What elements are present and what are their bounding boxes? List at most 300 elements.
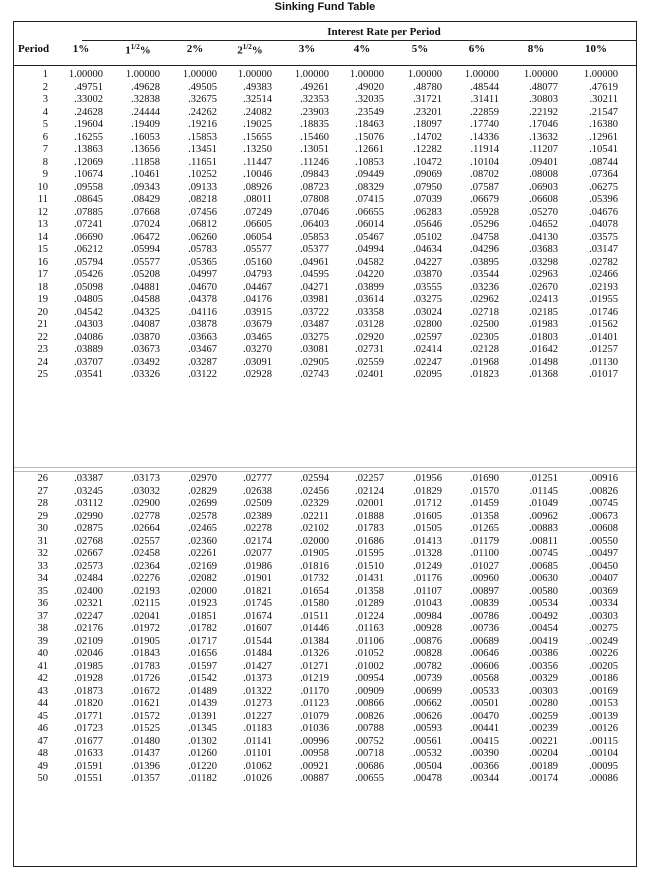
value-cell: .02905 [300,356,329,368]
table-row [14,586,636,599]
header-rate: 8% [527,43,545,55]
value-cell: .01271 [300,660,329,672]
value-cell: .02176 [74,623,103,634]
value-cell: .03487 [300,319,329,330]
value-cell: .02920 [355,331,384,343]
period-cell: 4 [42,106,48,118]
period-cell: 17 [37,269,48,280]
value-cell: .02276 [131,573,160,584]
value-cell: .01123 [300,698,329,709]
value-cell: .15460 [300,131,329,143]
value-cell: .13051 [300,144,329,155]
period-cell: 23 [37,344,48,355]
period-cell: 42 [37,673,48,684]
value-cell: .02082 [188,573,217,584]
period-cell: 36 [37,598,48,609]
value-cell: .12961 [589,131,618,143]
value-cell: .00419 [529,635,558,647]
value-cell: .01302 [188,735,217,747]
value-cell: .06054 [243,231,272,243]
value-cell: .01480 [131,735,160,747]
value-cell: .04961 [300,256,329,268]
period-cell: 38 [37,623,48,634]
value-cell: .01484 [243,648,272,659]
value-cell: 1.00000 [523,69,558,80]
value-cell: .02664 [131,523,160,534]
table-header [14,22,636,66]
value-cell: .03024 [413,306,442,318]
value-cell: .49383 [243,81,272,93]
value-cell: .07808 [300,194,329,205]
table-row [14,648,636,661]
value-cell: .32514 [243,94,272,105]
value-cell: .00826 [355,710,384,722]
value-cell: .01459 [470,498,499,509]
value-cell: .01732 [300,573,329,584]
value-cell: .01100 [470,548,499,559]
value-cell: .23549 [355,106,384,118]
value-cell: .02768 [74,535,103,547]
value-cell: .00828 [413,648,442,659]
value-cell: 1.00000 [349,69,384,80]
value-cell: .49751 [74,81,103,93]
value-cell: .00407 [589,573,618,584]
value-cell: .09558 [74,181,103,193]
value-cell: .00739 [413,673,442,684]
value-cell: .01413 [413,535,442,547]
value-cell: .05467 [355,231,384,243]
value-cell: .01391 [188,710,217,722]
value-cell: .01437 [131,748,160,759]
value-cell: .18463 [355,119,384,130]
value-cell: .00534 [529,598,558,609]
value-cell: .04078 [589,219,618,230]
period-cell: 35 [37,585,48,597]
value-cell: .11651 [188,156,217,168]
value-cell: .01511 [300,610,329,622]
value-cell: 1.00000 [68,69,103,80]
value-cell: .00504 [413,760,442,772]
value-cell: .07024 [131,219,160,230]
value-cell: .01182 [188,773,217,784]
value-cell: .10853 [355,156,384,168]
value-cell: .05296 [470,219,499,230]
value-cell: .01141 [243,735,272,747]
value-cell: .07885 [74,206,103,218]
value-cell: .01723 [74,723,103,734]
value-cell: .01829 [413,485,442,497]
value-cell: .00580 [529,585,558,597]
value-cell: .02401 [355,369,384,380]
value-cell: .01326 [300,648,329,659]
value-cell: .01002 [355,660,384,672]
table-row [14,257,636,270]
value-cell: .09401 [529,156,558,168]
table-row [14,119,636,132]
value-cell: .00259 [529,710,558,722]
value-cell: .06608 [529,194,558,205]
value-cell: .13451 [188,144,217,155]
header-rate: 5% [411,43,429,55]
value-cell: .01289 [355,598,384,609]
table-row [14,723,636,736]
value-cell: .00126 [589,723,618,734]
value-cell: .00441 [470,723,499,734]
value-cell: .06605 [243,219,272,230]
value-cell: .03358 [355,306,384,318]
header-rate: $2^{1/2}\%$ [237,43,263,57]
value-cell: .03555 [413,281,442,293]
value-cell: .03091 [243,356,272,368]
value-cell: .00239 [529,723,558,734]
table-row [14,523,636,536]
value-cell: .00095 [589,760,618,772]
value-cell: .01712 [413,498,442,509]
value-cell: .02305 [470,331,499,343]
value-cell: .02364 [131,560,160,572]
value-cell: .00226 [589,648,618,659]
value-cell: .02329 [300,498,329,509]
value-cell: .03707 [74,356,103,368]
value-cell: .07415 [355,194,384,205]
value-cell: .19216 [188,119,217,130]
header-rate: 4% [353,43,371,55]
value-cell: .01562 [589,319,618,330]
value-cell: .02247 [74,610,103,622]
value-cell: .06283 [413,206,442,218]
value-cell: .15076 [355,131,384,143]
table-row [14,94,636,107]
period-cell: 18 [37,281,48,293]
value-cell: .24262 [188,106,217,118]
value-cell: .22192 [529,106,558,118]
value-cell: .03915 [243,306,272,318]
value-cell: .03981 [300,294,329,305]
value-cell: .32035 [355,94,384,105]
header-divider [14,65,636,66]
value-cell: .01572 [131,710,160,722]
value-cell: .02109 [74,635,103,647]
value-cell: .01746 [589,306,618,318]
value-cell: .03722 [300,306,329,318]
value-cell: .09133 [188,181,217,193]
value-cell: .31721 [413,94,442,105]
value-cell: .00169 [589,685,618,697]
value-cell: .05102 [413,231,442,243]
value-cell: .00630 [529,573,558,584]
value-cell: .24082 [243,106,272,118]
value-cell: .00344 [470,773,499,784]
value-cell: .04542 [74,306,103,318]
value-cell: .08218 [188,194,217,205]
value-cell: .02413 [529,294,558,305]
value-cell: .00897 [470,585,499,597]
value-cell: .03467 [188,344,217,355]
value-cell: .01843 [131,648,160,659]
period-cell: 1 [42,69,48,80]
value-cell: .02456 [300,485,329,497]
value-cell: .01260 [188,748,217,759]
value-cell: .00174 [529,773,558,784]
value-cell: .02718 [470,306,499,318]
value-cell: .03544 [470,269,499,280]
value-cell: .05160 [243,256,272,268]
value-cell: .03287 [188,356,217,368]
value-cell: .04670 [188,281,217,293]
period-cell: 30 [37,523,48,534]
table-row [14,132,636,145]
value-cell: .00369 [589,585,618,597]
value-cell: .02928 [243,369,272,380]
table-row [14,357,636,370]
value-cell: .00450 [589,560,618,572]
period-cell: 24 [37,356,48,368]
section-gap [14,467,636,472]
value-cell: 1.00000 [182,69,217,80]
value-cell: .30211 [589,94,618,105]
value-cell: .01439 [188,698,217,709]
value-cell: .05794 [74,256,103,268]
value-cell: .00962 [529,510,558,522]
value-cell: .01782 [188,623,217,634]
header-period: Period [18,43,50,55]
value-cell: .12661 [355,144,384,155]
period-cell: 41 [37,660,48,672]
value-cell: .00839 [470,598,499,609]
value-cell: .10674 [74,169,103,180]
value-cell: .00984 [413,610,442,622]
value-cell: .06655 [355,206,384,218]
value-cell: .01544 [243,635,272,647]
table-row [14,636,636,649]
header-rate: 3% [298,43,316,55]
value-cell: .04634 [413,244,442,255]
value-cell: .02360 [188,535,217,547]
value-cell: .32675 [188,94,217,105]
table-row [14,344,636,357]
table-row [14,194,636,207]
value-cell: .01027 [470,560,499,572]
value-cell: .03122 [188,369,217,380]
value-cell: .11207 [529,144,558,155]
value-cell: .00646 [470,648,499,659]
value-cell: .02829 [188,485,217,497]
value-cell: .00928 [413,623,442,634]
value-cell: .00104 [589,748,618,759]
value-cell: .01273 [243,698,272,709]
period-cell: 26 [37,473,48,484]
value-cell: .01816 [300,560,329,572]
value-cell: .02185 [529,306,558,318]
value-cell: .02193 [131,585,160,597]
value-cell: .02962 [470,294,499,305]
value-cell: .06812 [188,219,217,230]
value-cell: .01873 [74,685,103,697]
value-cell: .49505 [188,81,217,93]
value-cell: .01062 [243,760,272,772]
value-cell: .02670 [529,281,558,293]
value-cell: .49628 [131,81,160,93]
value-cell: .01983 [529,319,558,330]
value-cell: .48544 [470,81,499,93]
value-cell: .00745 [589,498,618,509]
header-rate: 6% [468,43,486,55]
value-cell: .03870 [413,269,442,280]
period-cell: 31 [37,535,48,547]
value-cell: .00532 [413,748,442,759]
table-row [14,107,636,120]
value-cell: .01820 [74,698,103,709]
table-row [14,307,636,320]
value-cell: .01905 [300,548,329,559]
value-cell: .03465 [243,331,272,343]
value-cell: .01505 [413,523,442,534]
value-cell: .48780 [413,81,442,93]
value-cell: .01396 [131,760,160,772]
value-cell: .04588 [131,294,160,305]
value-cell: .00550 [589,535,618,547]
value-cell: .03492 [131,356,160,368]
value-cell: .31411 [470,94,499,105]
table-row [14,698,636,711]
table-row [14,511,636,524]
value-cell: .07241 [74,219,103,230]
value-cell: .06903 [529,181,558,193]
table-row [14,773,636,786]
table-row [14,736,636,749]
value-cell: .09843 [300,169,329,180]
value-cell: .04116 [188,306,217,318]
value-cell: 1.00000 [237,69,272,80]
value-cell: .00608 [589,523,618,534]
value-cell: .10541 [589,144,618,155]
value-cell: .01783 [355,523,384,534]
value-cell: .00826 [589,485,618,497]
value-cell: .11246 [300,156,329,168]
value-cell: .02465 [188,523,217,534]
value-cell: .00086 [589,773,618,784]
value-cell: .04881 [131,281,160,293]
value-cell: .01928 [74,673,103,684]
table-row [14,673,636,686]
period-cell: 40 [37,648,48,659]
value-cell: .03128 [355,319,384,330]
period-cell: 47 [37,735,48,747]
value-cell: .00390 [470,748,499,759]
value-cell: .03081 [300,344,329,355]
value-cell: .08429 [131,194,160,205]
period-cell: 29 [37,510,48,522]
value-cell: .00454 [529,623,558,634]
value-cell: .00303 [529,685,558,697]
period-cell: 13 [37,219,48,230]
value-cell: .01224 [355,610,384,622]
value-cell: .02077 [243,548,272,559]
table-row [14,207,636,220]
value-cell: .02400 [74,585,103,597]
value-cell: .01220 [188,760,217,772]
value-cell: .03387 [74,473,103,484]
value-cell: .10461 [131,169,160,180]
value-cell: .01401 [589,331,618,343]
value-cell: .00745 [529,548,558,559]
value-cell: .02000 [300,535,329,547]
period-cell: 43 [37,685,48,697]
value-cell: .19409 [131,119,160,130]
value-cell: .05208 [131,269,160,280]
value-cell: .00280 [529,698,558,709]
value-cell: .02115 [131,598,160,609]
value-cell: .00204 [529,748,558,759]
value-cell: .11447 [243,156,272,168]
value-cell: .01358 [470,510,499,522]
value-cell: .02124 [355,485,384,497]
value-cell: .01525 [131,723,160,734]
value-cell: .00921 [300,760,329,772]
value-cell: .01106 [355,635,384,647]
value-cell: .06472 [131,231,160,243]
value-cell: .04220 [355,269,384,280]
value-cell: .03245 [74,485,103,497]
value-cell: .00909 [355,685,384,697]
value-cell: .01745 [243,598,272,609]
value-cell: .00561 [413,735,442,747]
value-cell: .00205 [589,660,618,672]
value-cell: .00415 [470,735,499,747]
value-cell: .02500 [470,319,499,330]
value-cell: .05098 [74,281,103,293]
period-cell: 6 [42,131,48,143]
table-row [14,561,636,574]
value-cell: .03683 [529,244,558,255]
value-cell: .24628 [74,106,103,118]
value-cell: .06212 [74,244,103,255]
header-rate: 10% [585,43,607,55]
period-cell: 44 [37,698,48,709]
value-cell: .08329 [355,181,384,193]
value-cell: .03541 [74,369,103,380]
period-cell: 12 [37,206,48,218]
value-cell: .02800 [413,319,442,330]
value-cell: .01179 [470,535,499,547]
value-cell: .03673 [131,344,160,355]
group-divider [82,40,636,41]
value-cell: .00221 [529,735,558,747]
value-cell: .02414 [413,344,442,355]
value-cell: .03870 [131,331,160,343]
value-cell: .05426 [74,269,103,280]
value-cell: .00303 [589,610,618,622]
value-cell: .02458 [131,548,160,559]
value-cell: .03298 [529,256,558,268]
table-row [14,294,636,307]
value-cell: .14336 [470,131,499,143]
value-cell: .13863 [74,144,103,155]
value-cell: .03270 [243,344,272,355]
period-cell: 7 [42,144,48,155]
value-cell: .23201 [413,106,442,118]
table-row [14,219,636,232]
period-cell: 50 [37,773,48,784]
value-cell: .00501 [470,698,499,709]
value-cell: .01621 [131,698,160,709]
value-cell: .00478 [413,773,442,784]
value-cell: .03575 [589,231,618,243]
value-cell: .01026 [243,773,272,784]
value-cell: .02389 [243,510,272,522]
value-cell: .06679 [470,194,499,205]
value-cell: .06690 [74,231,103,243]
